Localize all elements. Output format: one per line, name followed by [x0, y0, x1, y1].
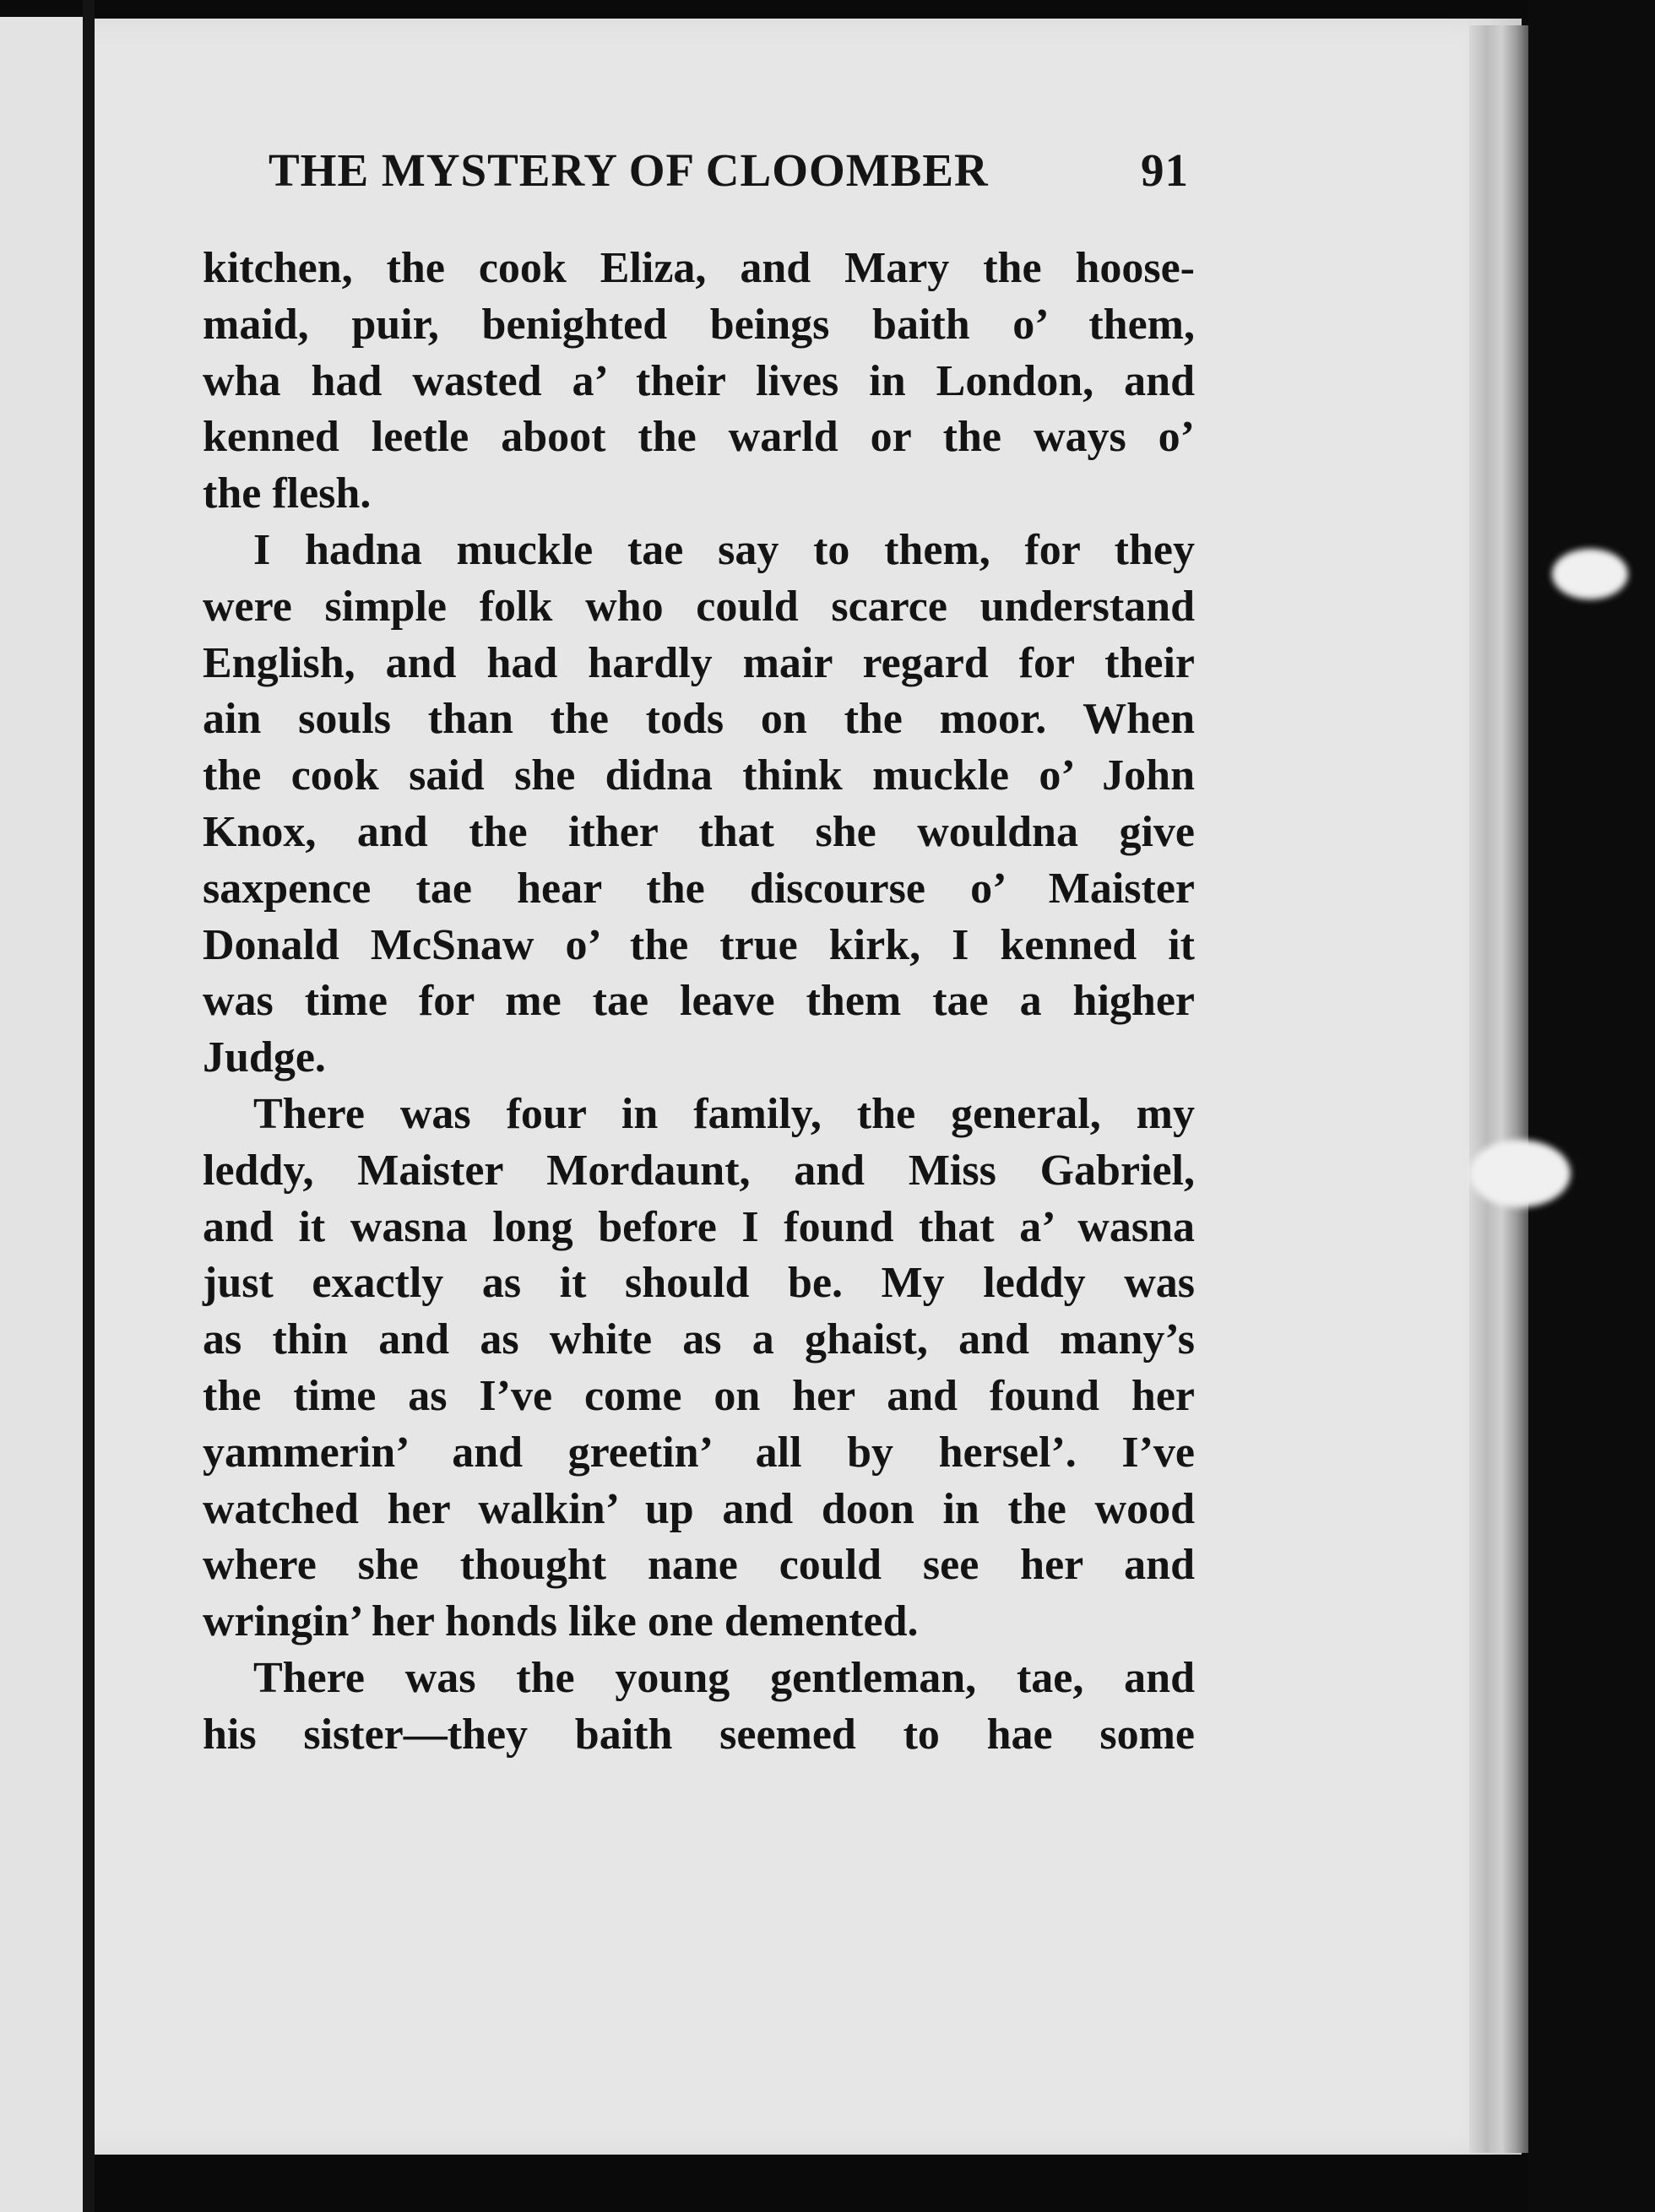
text-line: ain souls than the tods on the moor. When: [203, 695, 1195, 744]
running-title: THE MYSTERY OF CLOOMBER: [269, 144, 989, 196]
text-line: Judge.: [203, 1033, 326, 1082]
text-line: the flesh.: [203, 469, 372, 518]
paper-tear-mark: [1469, 1140, 1571, 1207]
text-line: wha had wasted a’ their lives in London, and: [203, 356, 1195, 405]
text-line: kenned leetle aboot the warld or the ways o’: [203, 413, 1195, 462]
paper-tear-mark: [1552, 549, 1628, 599]
text-line: Knox, and the ither that she wouldna give: [203, 807, 1195, 856]
text-line: yammerin’ and greetin’ all by hersel’. I’ve: [203, 1428, 1195, 1477]
text-line: wringin’ her honds like one demented.: [203, 1597, 919, 1646]
text-line: his sister—they baith seemed to hae some: [203, 1710, 1195, 1759]
text-line: and it wasna long before I found that a’ wasna: [203, 1202, 1195, 1251]
text-line: the cook said she didna think muckle o’ John: [203, 751, 1195, 800]
text-line: was time for me tae leave them tae a higher: [203, 977, 1195, 1026]
page-number: 91: [1141, 144, 1189, 196]
text-line: just exactly as it should be. My leddy was: [203, 1259, 1195, 1308]
text-line: as thin and as white as a ghaist, and many’s: [203, 1315, 1195, 1364]
text-line: were simple folk who could scarce understand: [203, 582, 1195, 631]
text-line: Donald McSnaw o’ the true kirk, I kenned it: [203, 920, 1195, 969]
text-line: kitchen, the cook Eliza, and Mary the hoose-: [203, 244, 1195, 292]
text-line: watched her walkin’ up and doon in the wood: [203, 1484, 1195, 1533]
running-header: [269, 144, 1189, 197]
body-text: [203, 241, 1195, 1764]
scan-background: [1528, 0, 1655, 2212]
text-line: leddy, Maister Mordaunt, and Miss Gabriel,: [203, 1146, 1195, 1195]
text-line: where she thought nane could see her and: [203, 1541, 1195, 1590]
text-line: English, and had hardly mair regard for their: [203, 638, 1195, 687]
page-fore-edge: [1469, 25, 1528, 2153]
text-line: maid, puir, benighted beings baith o’ them,: [203, 300, 1195, 349]
text-line: saxpence tae hear the discourse o’ Maister: [203, 864, 1195, 913]
text-line: the time as I’ve come on her and found her: [203, 1371, 1195, 1420]
book-gutter: [83, 0, 95, 2212]
text-line: There was four in family, the general, my: [253, 1089, 1195, 1138]
text-line: There was the young gentleman, tae, and: [253, 1653, 1195, 1702]
text-line: I hadna muckle tae say to them, for they: [253, 525, 1195, 574]
previous-page-edge: [0, 17, 83, 2212]
